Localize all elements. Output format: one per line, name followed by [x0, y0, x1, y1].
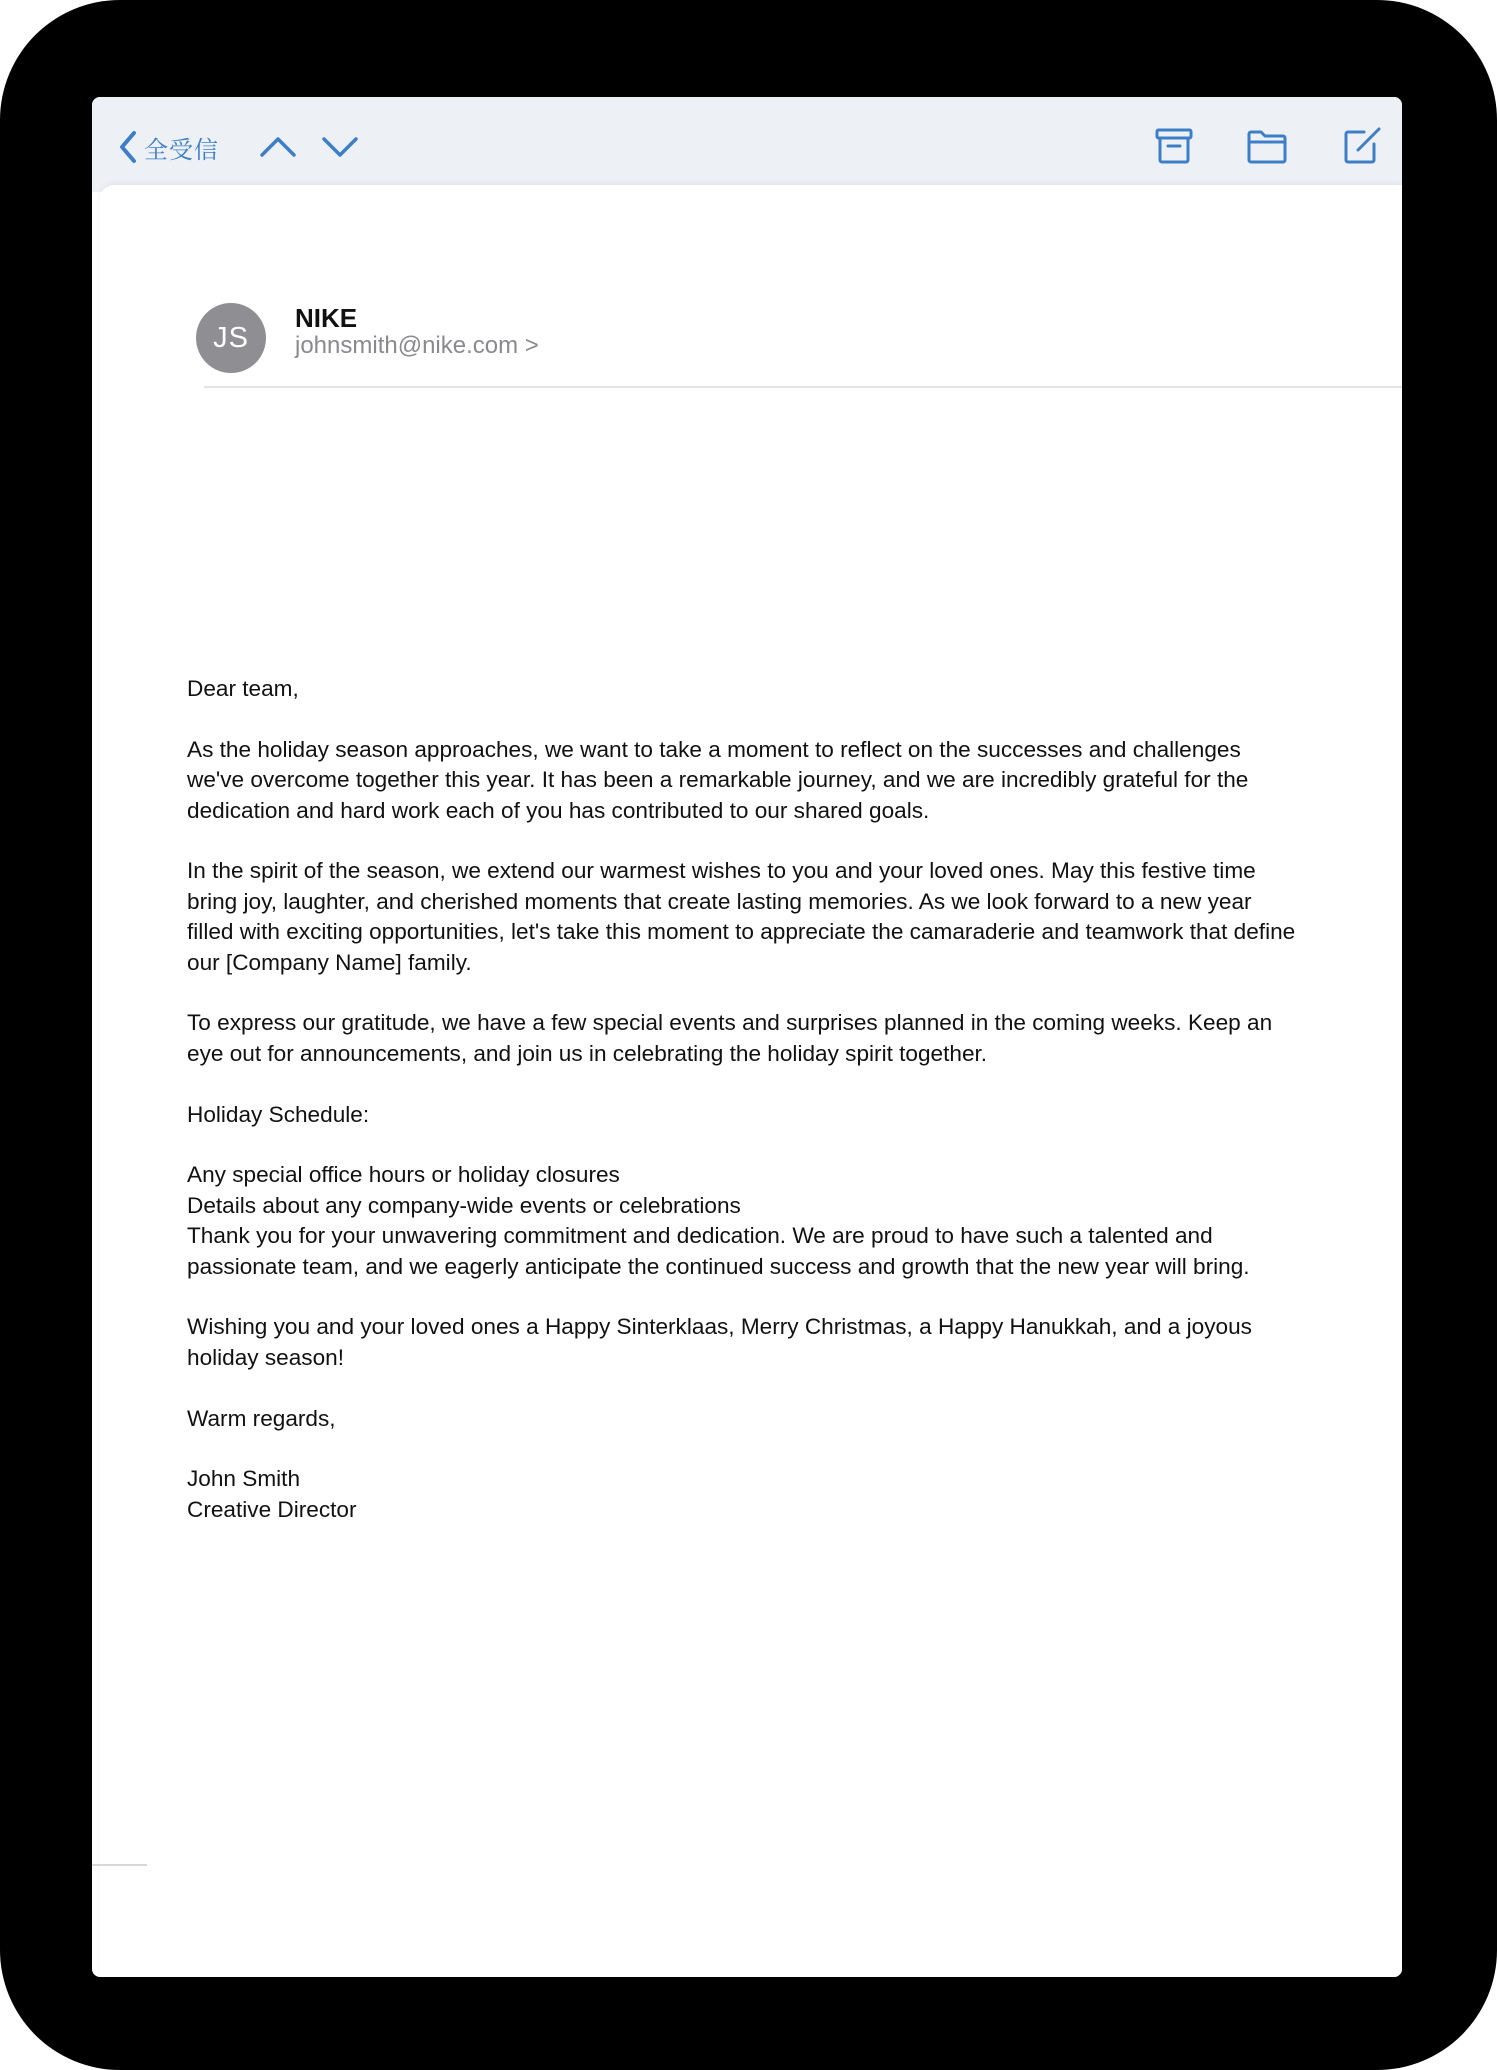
greeting: Dear team,	[187, 676, 299, 701]
body-paragraph: Thank you for your unwavering commitment and dedication. We are proud to have such a talented and passionate team, and we eagerly anticipate the continued success and growth that the new year will bring.	[187, 1223, 1250, 1279]
move-to-folder-button[interactable]	[1245, 124, 1289, 168]
closing: Warm regards,	[187, 1405, 336, 1431]
schedule-item: Any special office hours or holiday closures	[187, 1162, 620, 1188]
compose-icon	[1340, 155, 1384, 172]
back-label: 全受信	[144, 135, 219, 164]
schedule-item: Details about any company-wide events or celebrations	[187, 1192, 741, 1218]
camera-notch	[1236, 0, 1346, 22]
body-paragraph: Wishing you and your loved ones a Happy Sinterklaas, Merry Christmas, a Happy Hanukkah, and a joyous holiday season!	[187, 1314, 1252, 1370]
folder-icon	[1245, 155, 1289, 172]
mail-toolbar	[92, 97, 1402, 192]
sender-email-link[interactable]: johnsmith@nike.com >	[295, 332, 539, 359]
message-body	[187, 674, 1297, 1525]
body-paragraph: To express our gratitude, we have a few special events and surprises planned in the coming weeks. Keep an eye out for announcements, and join us in celebrating the holiday spirit together.	[187, 1010, 1273, 1066]
body-paragraph: In the spirit of the season, we extend our warmest wishes to you and your loved ones. May this festive time bring joy, laughter, and cherished moments that create lasting memories. As we look forward to a new year filled with exciting opportunities, let's take this moment to appreciate the camaraderie and teamwork that define our [Company Name] family.	[187, 858, 1296, 975]
schedule-heading: Holiday Schedule:	[187, 1101, 370, 1127]
archive-box-icon	[1152, 155, 1196, 172]
chevron-up-icon	[258, 152, 298, 169]
mail-screen	[92, 97, 1402, 1977]
body-paragraph: As the holiday season approaches, we want to take a moment to reflect on the successes and challenges we've overcome together this year. It has been a remarkable journey, and we are incredibly grateful for the dedication and hard work each of you has contributed to our shared goals.	[187, 736, 1249, 823]
avatar[interactable]: JS	[196, 303, 266, 373]
previous-message-button[interactable]	[258, 129, 298, 165]
chevron-down-icon	[320, 152, 360, 169]
archive-button[interactable]	[1152, 124, 1196, 168]
signature-title: Creative Director	[187, 1496, 357, 1522]
chevron-left-icon	[118, 130, 138, 164]
next-message-button[interactable]	[320, 129, 360, 165]
divider-line	[92, 1864, 147, 1866]
header-divider	[204, 386, 1402, 388]
compose-button[interactable]	[1340, 124, 1384, 168]
back-to-inbox-button[interactable]	[118, 127, 219, 167]
signature-name: John Smith	[187, 1466, 301, 1492]
sender-name[interactable]: NIKE	[295, 303, 358, 333]
